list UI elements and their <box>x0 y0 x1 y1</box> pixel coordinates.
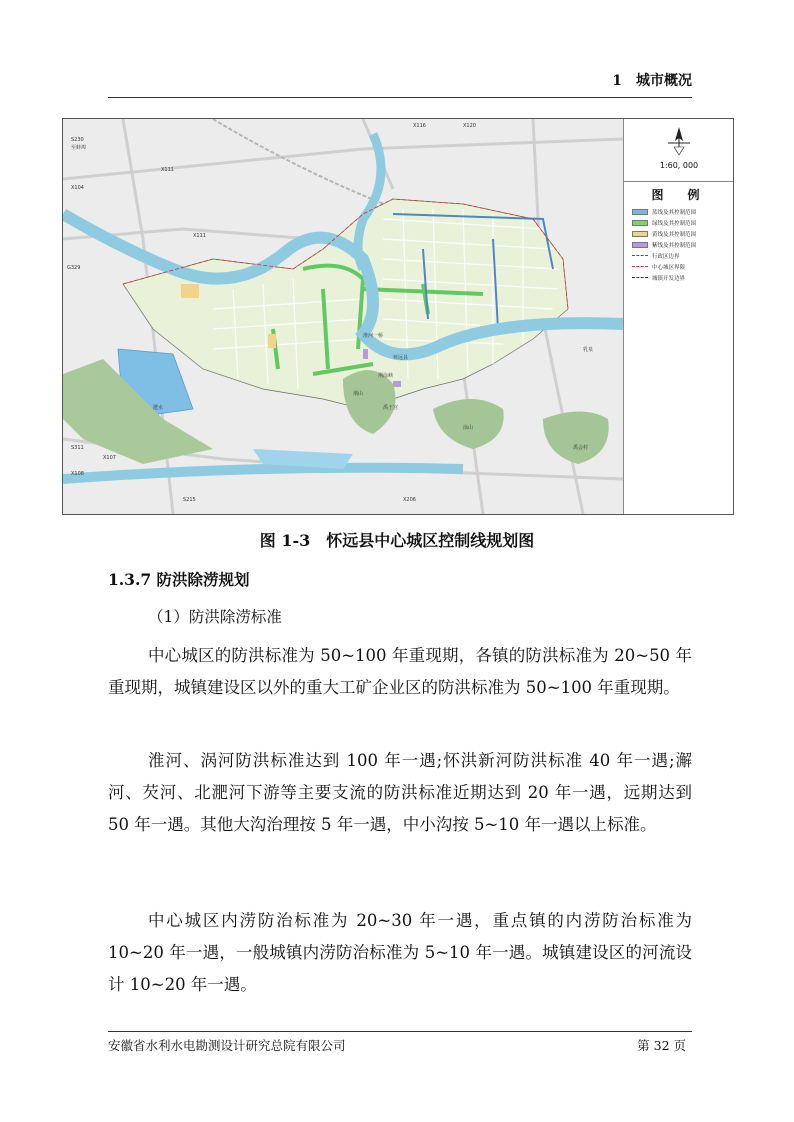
legend-label: 绿线及其控制范围 <box>652 220 697 227</box>
page-header: 1 城市概况 <box>612 73 692 89</box>
legend-label: 城镇开发边界 <box>652 275 686 282</box>
footer-rule <box>108 1031 692 1032</box>
legend-label: 蓝线及其控制范围 <box>652 209 697 216</box>
map-label-s215: S215 <box>183 497 196 503</box>
map-label-x104: X104 <box>71 185 84 191</box>
map-label-x111: X111 <box>161 167 174 173</box>
paragraph-2: 淮河、涡河防洪标准达到 100 年一遇;怀洪新河防洪标准 40 年一遇;澥河、芡河、北淝河下游等主要支流的防洪标准近期达到 20 年一遇，远期达到 50 年一遇。其他大沟治理按 5 年一遇，中小沟按 5~10 年一遇以上标准。 <box>108 751 692 834</box>
map-label-tushan: 涂山 <box>463 425 474 431</box>
map-label-x108: X108 <box>71 471 84 477</box>
map-label-x107: X107 <box>103 455 116 461</box>
map-label-g329: G329 <box>67 265 81 271</box>
subsection-title: （1）防洪除涝标准 <box>148 608 282 626</box>
legend-swatch <box>632 266 648 267</box>
map-figure <box>62 118 734 515</box>
map-label-yuwanggong: 禹王宫 <box>383 405 399 411</box>
figure-caption: 图 1-3 怀远县中心城区控制线规划图 <box>259 531 535 550</box>
legend-item <box>624 239 733 250</box>
map-label-feishui: 淝水 <box>153 405 164 411</box>
legend-item <box>624 261 733 272</box>
legend-swatch <box>632 242 648 248</box>
legend-label: 中心城区界限 <box>652 264 686 271</box>
map-label-ruquan: 乳泉 <box>583 347 594 353</box>
planning-map <box>63 119 623 514</box>
legend-item <box>624 217 733 228</box>
map-label-x120: X120 <box>463 123 476 129</box>
map-label-s230: S230 <box>71 137 84 143</box>
legend-swatch <box>632 277 648 278</box>
map-legend <box>623 119 734 514</box>
legend-box <box>624 181 733 283</box>
map-label-yuhuicun: 禹会村 <box>573 445 589 451</box>
legend-label: 黄线及其控制范围 <box>652 231 697 238</box>
header-rule <box>108 97 692 98</box>
north-arrow-icon <box>664 125 694 159</box>
legend-swatch <box>632 231 648 237</box>
legend-label: 紫线及其控制范围 <box>652 242 697 249</box>
map-label-x111b: X111 <box>193 233 206 239</box>
legend-swatch <box>632 220 648 226</box>
map-label-jingtuxia: 荆涂峡 <box>378 373 394 379</box>
footer-page: 第 32 页 <box>637 1038 686 1053</box>
legend-title: 图 例 <box>651 188 706 202</box>
legend-swatch <box>632 209 648 215</box>
map-label-x206: X206 <box>403 497 416 503</box>
legend-item <box>624 250 733 261</box>
map-label-s230b: 至蚌埠 <box>71 145 87 151</box>
section-title: 1.3.7 防洪除涝规划 <box>108 570 250 589</box>
map-label-x116: X116 <box>413 123 426 129</box>
paragraph-3: 中心城区内涝防治标准为 20~30 年一遇，重点镇的内涝防治标准为 10~20 年一遇，一般城镇内涝防治标准为 5~10 年一遇。城镇建设区的河流设计 10~20 年一遇。 <box>108 911 692 994</box>
legend-item <box>624 272 733 283</box>
map-label-jingshan: 荆山 <box>353 391 364 397</box>
map-scale: 1:60, 000 <box>659 161 699 170</box>
legend-item <box>624 228 733 239</box>
paragraph-1: 中心城区的防洪标准为 50~100 年重现期，各镇的防洪标准为 20~50 年重现期，城镇建设区以外的重大工矿企业区的防洪标准为 50~100 年重现期。 <box>108 646 692 697</box>
footer-org: 安徽省水利水电勘测设计研究总院有限公司 <box>108 1038 346 1053</box>
legend-label: 行政区边界 <box>652 253 680 260</box>
map-label-s311: S311 <box>71 445 84 451</box>
map-label-bridge: 淮河一桥 <box>363 333 384 339</box>
map-label-huaiyuan: 怀远县 <box>393 355 409 361</box>
legend-swatch <box>632 255 648 256</box>
legend-item <box>624 206 733 217</box>
